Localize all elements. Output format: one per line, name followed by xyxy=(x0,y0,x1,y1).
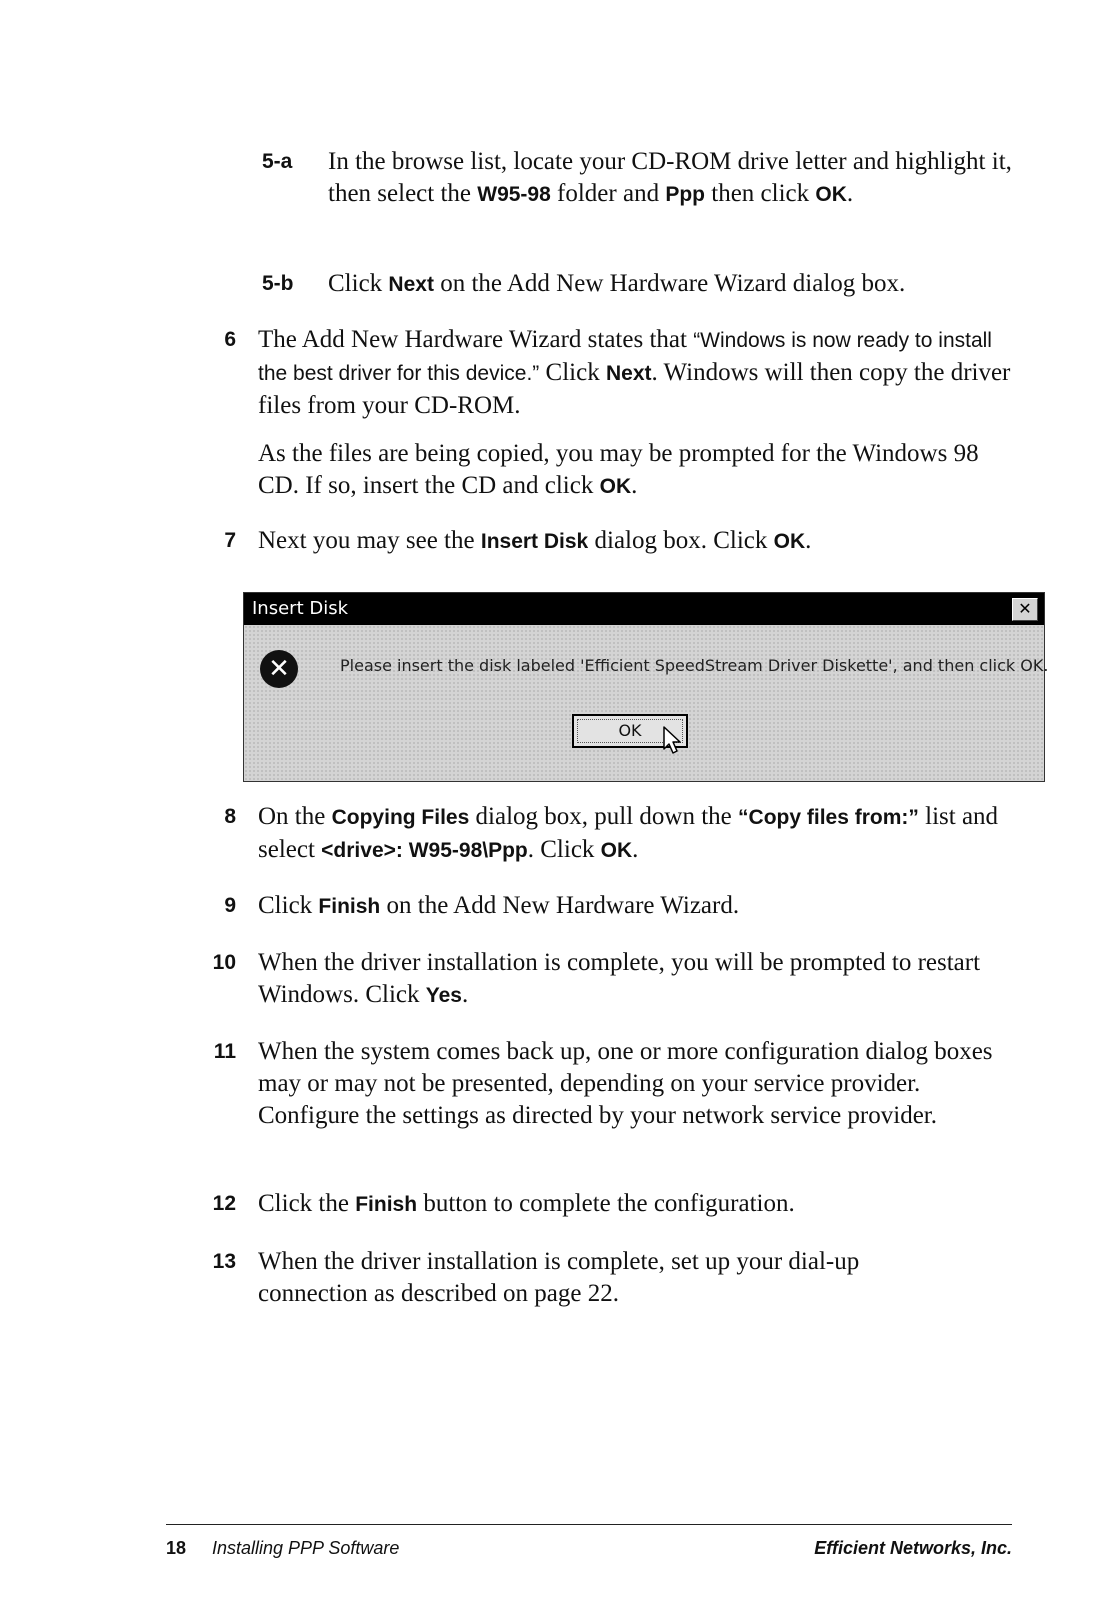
step-number: 13 xyxy=(212,1250,236,1273)
text: dialog box, pull down the xyxy=(469,803,739,830)
text: on the Add New Hardware Wizard dialog box. xyxy=(433,270,906,297)
step-number: 7 xyxy=(224,529,236,552)
text: . xyxy=(805,527,812,554)
text: . xyxy=(846,180,854,207)
bold-text: Ppp xyxy=(665,183,705,206)
step-number: 9 xyxy=(224,894,236,917)
step-9-text xyxy=(258,890,1018,923)
bold-text: Finish xyxy=(355,1193,418,1216)
step-number: 12 xyxy=(212,1192,236,1215)
dialog-message: Please insert the disk labeled 'Efficient SpeedStream Driver Diskette', and then click OK. xyxy=(340,656,1049,675)
footer-page-number: 18 xyxy=(166,1538,187,1558)
close-icon: ✕ xyxy=(1018,599,1032,618)
step-number: 6 xyxy=(224,328,236,351)
dialog-titlebar xyxy=(244,593,1044,625)
bold-text: <drive>: W95-98\Ppp xyxy=(321,839,528,862)
mouse-pointer-icon xyxy=(662,725,684,755)
bold-text: Copying Files xyxy=(331,806,470,829)
bold-text: Next xyxy=(605,362,652,385)
text: then click xyxy=(705,180,816,207)
text: . xyxy=(461,981,469,1008)
step-8-text xyxy=(258,801,1018,867)
footer-company: Efficient Networks, Inc. xyxy=(814,1538,1012,1558)
text: Next you may see the xyxy=(258,527,481,554)
bold-text: OK xyxy=(815,183,847,206)
bold-text: Yes xyxy=(425,984,462,1007)
paragraph xyxy=(258,324,1018,422)
step-number: 5-b xyxy=(262,272,294,295)
text: dialog box. Click xyxy=(588,527,774,554)
ok-button[interactable]: OK xyxy=(572,714,688,748)
step-6-text xyxy=(258,324,1018,503)
error-icon xyxy=(260,650,298,688)
bold-text: OK xyxy=(773,530,806,553)
paragraph xyxy=(258,438,1018,503)
text: folder and xyxy=(550,180,666,207)
quote-text: “Windows is now ready to install the best driver for this device.” xyxy=(258,329,992,385)
text: Click xyxy=(258,892,319,919)
text: When the system comes back up, one or more configuration dialog boxes may or may not be presented, depending on your service provider. Configure the settings as directed by your network service provider. xyxy=(258,1038,993,1129)
bold-text: Finish xyxy=(318,895,381,918)
footer-section-title: Installing PPP Software xyxy=(212,1538,400,1558)
close-button[interactable] xyxy=(1012,598,1038,621)
text: . xyxy=(631,472,638,499)
text: . Click xyxy=(527,836,601,863)
text: When the driver installation is complete, set up your dial-up connection as described on page 22. xyxy=(258,1248,860,1307)
insert-disk-dialog xyxy=(243,592,1049,782)
bold-text: OK xyxy=(600,839,633,862)
step-number: 10 xyxy=(212,951,236,974)
step-7-text xyxy=(258,525,1018,558)
text: When the driver installation is complete, you will be prompted to restart Windows. Click xyxy=(258,949,981,1008)
footer-rule xyxy=(166,1524,1012,1525)
step-number: 11 xyxy=(213,1040,236,1063)
step-5b-text xyxy=(328,268,1018,301)
bold-text: Insert Disk xyxy=(480,530,589,553)
text: list and select xyxy=(258,803,999,863)
text: On the xyxy=(258,803,332,830)
step-12-text xyxy=(258,1188,1018,1221)
step-5a-text xyxy=(328,146,1018,211)
text: Click the xyxy=(258,1190,356,1217)
text: Click xyxy=(328,270,389,297)
text: . xyxy=(632,836,639,863)
step-11-text xyxy=(258,1036,998,1132)
dialog-title: Insert Disk xyxy=(252,598,349,619)
bold-text: Next xyxy=(388,273,434,296)
text: The Add New Hardware Wizard states that xyxy=(258,326,694,353)
step-number: 8 xyxy=(224,805,236,828)
step-13-text xyxy=(258,1246,958,1310)
bold-text: W95-98 xyxy=(477,183,551,206)
bold-text: OK xyxy=(599,475,632,498)
text: on the Add New Hardware Wizard. xyxy=(380,892,740,919)
error-icon-glyph: ✕ xyxy=(268,654,290,684)
step-10-text xyxy=(258,947,1018,1012)
text: . Windows will then copy the driver files from your CD-ROM. xyxy=(258,359,1011,419)
text: Click xyxy=(539,359,606,386)
step-number: 5-a xyxy=(262,150,293,173)
text: As the files are being copied, you may be prompted for the Windows 98 CD. If so, insert the CD and click xyxy=(258,440,979,499)
text: In the browse list, locate your CD-ROM drive letter and highlight it, then select the xyxy=(328,148,1012,207)
bold-text: “Copy files from:” xyxy=(738,806,919,829)
text: button to complete the configuration. xyxy=(417,1190,795,1217)
